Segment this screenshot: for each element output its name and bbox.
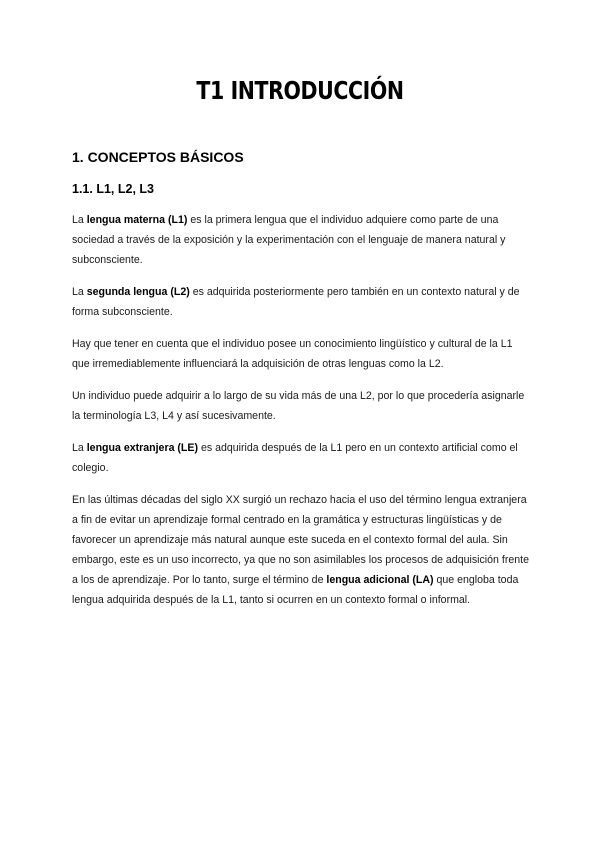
section-heading: 1. CONCEPTOS BÁSICOS (72, 149, 244, 165)
paragraph-l1: La lengua materna (L1) es la primera lengua que el individuo adquiere como parte de una sociedad a través de la exposición y la experimentación con el lenguaje de manera natural y subconsciente. (72, 214, 506, 266)
paragraph-l3-l4: Un individuo puede adquirir a lo largo de su vida más de una L2, por lo que procedería asignarle la terminología L3, L4 y así sucesivamente. (72, 390, 525, 422)
paragraph-influence: Hay que tener en cuenta que el individuo posee un conocimiento lingüístico y cultural de la L1 que irremediablemente influenciará la adquisición de otras lenguas como la L2. (72, 338, 513, 370)
paragraph-la: En las últimas décadas del siglo XX surgió un rechazo hacia el uso del término lengua extranjera a fin de evitar un aprendizaje formal centrado en la gramática y estructuras lingüísticas y de favorecer un aprendizaje más natural aunque este suceda en el contexto formal del aula. Sin embargo, este es un uso incorrecto, ya que no son asimilables los procesos de adquisición frente a los de aprendizaje. Por lo tanto, surge el término de lengua adicional (LA) que engloba toda lengua adquirida después de la L1, tanto si ocurren en un contexto formal o informal. (72, 494, 529, 606)
term-lengua-adicional: lengua adicional (LA) (326, 574, 434, 586)
subsection-heading: 1.1. L1, L2, L3 (72, 182, 154, 196)
term-lengua-extranjera: lengua extranjera (LE) (86, 442, 198, 454)
term-segunda-lengua: segunda lengua (L2) (86, 286, 190, 298)
paragraph-le: La lengua extranjera (LE) es adquirida después de la L1 pero en un contexto artificial como el colegio. (72, 442, 518, 474)
paragraph-l2: La segunda lengua (L2) es adquirida posteriormente pero también en un contexto natural y de forma subconsciente. (72, 286, 520, 318)
term-lengua-materna: lengua materna (L1) (86, 214, 188, 226)
body-text (72, 210, 532, 622)
page-title: T1 INTRODUCCIÓN (196, 76, 404, 105)
